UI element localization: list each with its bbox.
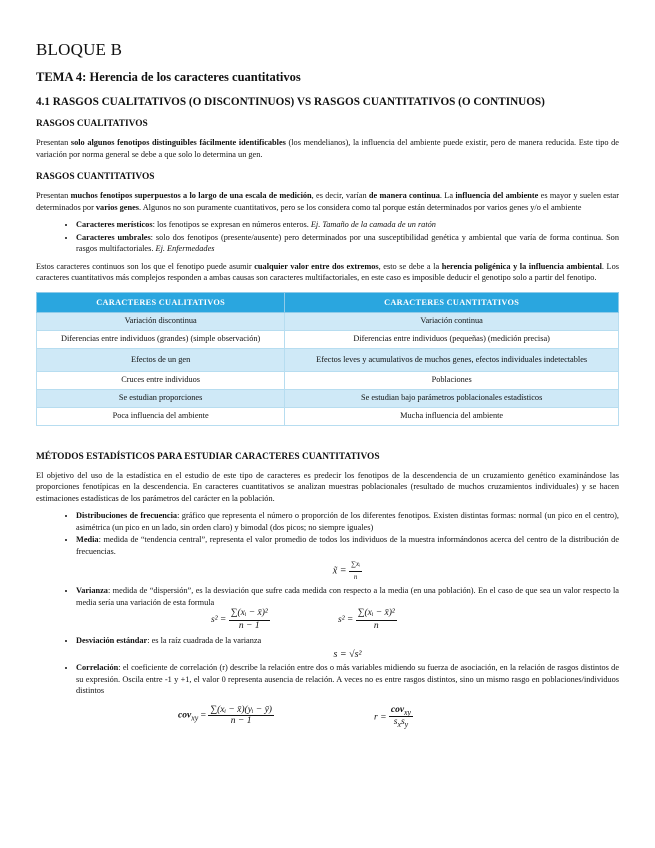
table-cell: Cruces entre individuos — [37, 371, 285, 389]
table-cell: Variación discontinua — [37, 312, 285, 330]
block-heading: BLOQUE B — [36, 40, 123, 59]
table-cell: Se estudian bajo parámetros poblacionales estadísticos — [285, 389, 619, 407]
mean-formula: x̃ = $\frac{\text{∑xᵢ}}{n}$ — [332, 560, 361, 581]
table-header-qualitative: CARACTERES CUALITATIVOS — [37, 292, 285, 312]
section-title: 4.1 RASGOS CUALITATIVOS (O DISCONTINUOS) VS RASGOS CUANTITATIVOS (O CONTINUOS) — [36, 96, 545, 108]
table-cell: Se estudian proporciones — [37, 389, 285, 407]
table-cell: Variación continua — [285, 312, 619, 330]
table-row — [37, 389, 619, 407]
variance-formulas — [76, 608, 619, 634]
table-cell: Poblaciones — [285, 371, 619, 389]
methods-paragraph: El objetivo del uso de la estadística en el estudio de este tipo de caracteres es predecir los fenotipos de la descendencia de un cruzamiento genético examinándose las proporciones fenotípicas en la descendencia. En caracteres cuantitativos se analizan muestras poblacionales (resultado de muchos cruzamientos individuales) y se hacen estimaciones estadísticas de los parámetros del carácter en la población. — [36, 470, 619, 503]
list-item: • Desviación estándar: es la raíz cuadrada de la varianza s = √s² — [76, 635, 619, 660]
table-row — [37, 330, 619, 348]
table-header-quantitative: CARACTERES CUANTITATIVOS — [285, 292, 619, 312]
table-cell: Diferencias entre individuos (grandes) (simple observación) — [37, 330, 285, 348]
table-row — [37, 348, 619, 371]
table-row — [37, 371, 619, 389]
correlation-r-formula: r = $\frac{cov_{xy}}{s_xs_y}$ — [374, 704, 412, 730]
comparison-table — [36, 292, 619, 426]
table-row — [37, 312, 619, 330]
list-item: • Distribuciones de frecuencia: gráfico que representa el número o proporción de los diferentes fenotipos. Existen distintas formas: normal (un pico en el centro), asimétrica (un pico en un lado, sin orden claro) y bimodal (dos picos; no siempre iguales) — [76, 510, 619, 533]
correlation-formulas — [36, 705, 619, 735]
table-cell: Efectos leves y acumulativos de muchos genes, efectos individuales indetectables — [285, 348, 619, 371]
table-cell: Mucha influencia del ambiente — [285, 407, 619, 425]
table-cell: Diferencias entre individuos (pequeñas) (medición precisa) — [285, 330, 619, 348]
sd-formula: s = √s² — [333, 648, 362, 660]
covariance-formula: cov$_{xy}$ = $\frac{\text{∑(xᵢ − x̄)(yᵢ − ȳ)}}{n - 1}$ — [178, 704, 272, 726]
quantitative-paragraph: Presentan muchos fenotipos superpuestos a lo largo de una escala de medición, es decir, varían de manera continua. La influencia del ambiente es mayor y suelen estar determinados por varios genes. Algunos no son puramente cuantitativos, pero se los considera como tal porque están determinados por varios genes y/o el ambiente — [36, 191, 619, 212]
quantitative-types-list — [36, 219, 619, 255]
methods-subtitle: MÉTODOS ESTADÍSTICOS PARA ESTUDIAR CARACTERES CUANTITATIVOS — [36, 451, 380, 462]
variance-population-formula: s² = $\frac{\text{∑(xᵢ − x̄)²}}{n}$ — [338, 608, 395, 631]
table-cell: Poca influencia del ambiente — [37, 407, 285, 425]
list-item: • Correlación: el coeficiente de correlación (r) describe la relación entre dos o más variables midiendo su fuerza de asociación, en la relación de rasgos distintos de su expresión. Oscila entre -1 y +1, el valor 0 representa ausencia de relación. A veces no es entre rasgos distintos, sino un mismo rasgo en poblaciones/individuos distintos — [76, 662, 619, 697]
qualitative-paragraph: Presentan solo algunos fenotipos distinguibles fácilmente identificables (los mendelianos), la influencia del ambiente puede existir, pero de manera reducida. Este tipo de variación por norma general se debe a que solo lo determina un gen. — [36, 138, 619, 159]
qualitative-subtitle: RASGOS CUALITATIVOS — [36, 119, 148, 129]
topic-title: TEMA 4: Herencia de los caracteres cuantitativos — [36, 70, 301, 84]
list-item: • Caracteres umbrales: solo dos fenotipos (presente/ausente) pero determinados por una susceptibilidad genética y ambiental que varía de forma continua. Son rasgos multifactoriales. Ej. Enfermedades — [76, 232, 619, 255]
list-item: • Varianza: medida de “dispersión”, es la desviación que sufre cada medida con respecto a la media (en una población). En el caso de que sea un valor respecto la media sería una variación de esta formula s² = $\frac{\text{∑(xᵢ − x̄)²}}{n - 1}$ s² = $\frac{\text{∑(xᵢ − x̄)²}}{n}$ — [76, 585, 619, 634]
variance-sample-formula: s² = $\frac{\text{∑(xᵢ − x̄)²}}{n - 1}$ — [211, 608, 268, 631]
list-item: • Caracteres merísticos: los fenotipos se expresan en números enteros. Ej. Tamaño de la camada de un ratón — [76, 219, 619, 231]
table-row — [37, 407, 619, 425]
quantitative-subtitle: RASGOS CUANTITATIVOS — [36, 172, 155, 182]
table-cell: Efectos de un gen — [37, 348, 285, 371]
list-item: • Media: medida de “tendencia central”, representa el valor promedio de todos los individuos de la muestra informándonos acerca del centro de la distribución de frecuencias. x̃ = $\frac{\text{∑xᵢ}}{n}$ — [76, 534, 619, 583]
methods-list — [36, 510, 619, 697]
continuous-paragraph: Estos caracteres continuos son los que el fenotipo puede asumir cualquier valor entre dos extremos, esto se debe a la herencia poligénica y la influencia ambiental. Los caracteres cuantitativos más complejos responden a ambas causas son caracteres multifactoriales, en este caso es imposible deducir el genotipo solo a partir del fenotipo. — [36, 261, 619, 282]
